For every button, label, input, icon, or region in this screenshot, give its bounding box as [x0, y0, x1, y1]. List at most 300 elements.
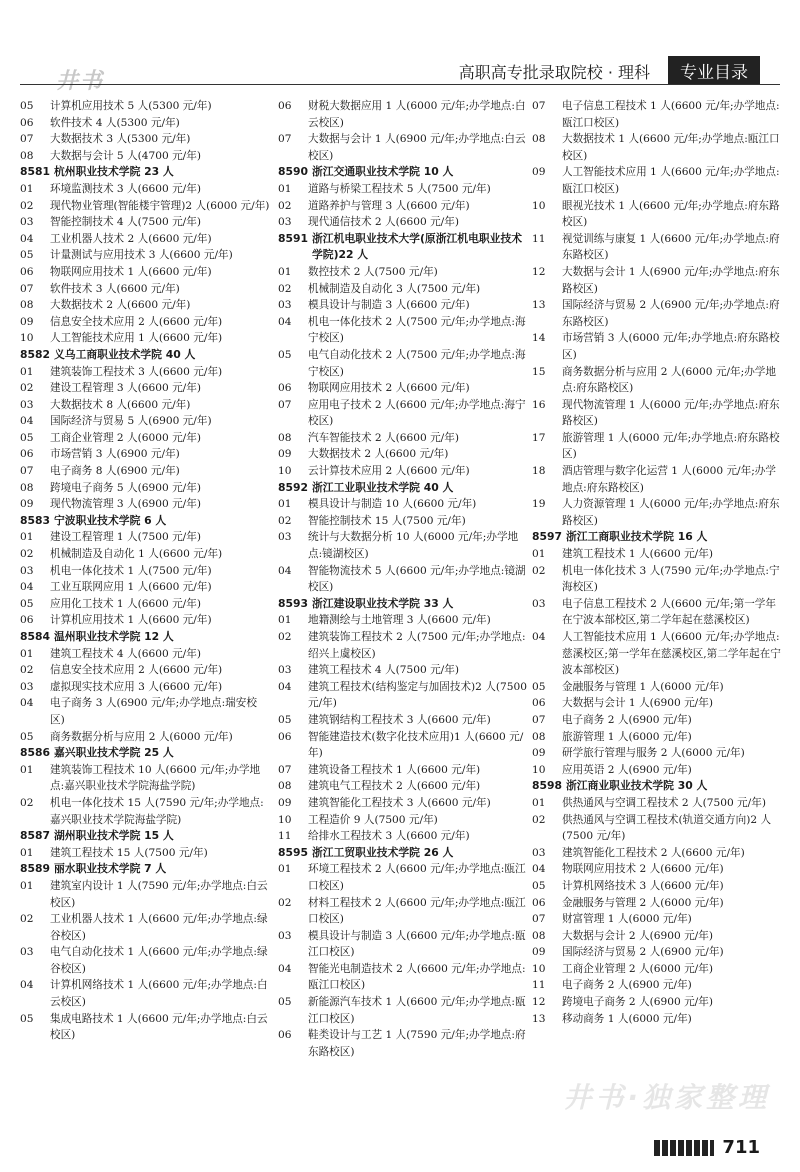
institution-name: 湖州职业技术学院 15 人: [54, 829, 174, 843]
major-code: 03: [20, 680, 34, 693]
major-text: 建筑工程技术 4 人(7500 元/年): [308, 664, 459, 677]
major-entry: [278, 198, 528, 215]
major-entry: [532, 878, 782, 895]
major-text: 酒店管理与数字化运营 1 人(6000 元/年;办学地点:府东路校区): [562, 465, 776, 494]
institution-code: 8590: [278, 165, 309, 179]
major-entry: [532, 546, 782, 563]
major-code: 02: [278, 199, 292, 212]
major-code: 05: [20, 100, 34, 112]
major-text: 建筑装饰工程技术 2 人(7500 元/年;办学地点:绍兴上虞校区): [308, 631, 526, 660]
major-code: 08: [278, 431, 292, 444]
major-code: 08: [20, 149, 34, 162]
major-entry: [20, 131, 270, 148]
major-entry: [20, 845, 270, 862]
institution-heading: [20, 828, 270, 845]
major-text: 电子商务 2 人(6900 元/年): [562, 713, 692, 726]
institution-heading: [20, 164, 270, 181]
major-entry: [278, 961, 528, 994]
major-text: 计算机网络技术 1 人(6600 元/年;办学地点:白云校区): [50, 979, 268, 1009]
page-header-title: 高职高专批录取院校 · 理科: [458, 63, 650, 82]
major-code: 01: [532, 796, 546, 809]
institution-name: 浙江机电职业技术大学(原浙江机电职业技术学院)22 人: [312, 231, 523, 262]
major-entry: [20, 679, 270, 696]
major-entry: [278, 347, 528, 380]
major-entry: [278, 529, 528, 562]
major-text: 地籍测绘与土地管理 3 人(6600 元/年): [308, 614, 491, 627]
major-code: 09: [532, 747, 546, 760]
major-text: 现代物流管理 3 人(6900 元/年): [50, 498, 201, 511]
major-entry: [278, 795, 528, 812]
major-entry: [532, 729, 782, 746]
major-text: 大数据技术 1 人(6600 元/年;办学地点:瓯江口校区): [562, 133, 780, 162]
major-code: 02: [20, 199, 34, 212]
major-text: 电子商务 8 人(6900 元/年): [50, 465, 180, 478]
major-entry: [20, 148, 270, 165]
major-text: 软件技术 4 人(5300 元/年): [50, 116, 180, 129]
major-entry: [20, 762, 270, 795]
major-text: 大数据技术 2 人(6600 元/年): [50, 299, 191, 312]
major-text: 智能控制技术 15 人(7500 元/年): [308, 514, 466, 527]
major-text: 工商企业管理 2 人(6000 元/年): [562, 962, 713, 975]
major-entry: [532, 629, 782, 679]
major-text: 建筑工程技术 15 人(7500 元/年): [50, 846, 208, 859]
major-text: 电子商务 2 人(6900 元/年): [562, 979, 692, 992]
major-text: 建设工程管理 3 人(6600 元/年): [50, 382, 201, 395]
major-text: 大数据技术 3 人(5300 元/年): [50, 133, 191, 146]
major-code: 05: [20, 431, 34, 444]
major-entry: [532, 994, 782, 1011]
brand-logo: 井书: [56, 69, 105, 94]
major-code: 10: [278, 813, 292, 826]
major-text: 大数据与会计 5 人(4700 元/年): [50, 149, 201, 162]
major-entry: [20, 397, 270, 414]
major-text: 建筑设备工程技术 1 人(6600 元/年): [308, 763, 481, 776]
major-entry: [278, 397, 528, 430]
major-text: 智能物流技术 5 人(6600 元/年;办学地点:镜湖校区): [308, 564, 526, 594]
major-entry: [20, 612, 270, 629]
major-code: 01: [20, 763, 34, 776]
major-code: 03: [20, 946, 34, 959]
major-entry: [20, 380, 270, 397]
major-entry: [532, 745, 782, 762]
major-text: 电子商务 3 人(6900 元/年;办学地点:瑞安校区): [50, 697, 257, 726]
major-code: 10: [20, 332, 34, 345]
major-entry: [278, 895, 528, 928]
major-text: 大数据与会计 1 人(6900 元/年): [562, 697, 713, 710]
major-entry: [278, 994, 528, 1027]
major-entry: [532, 911, 782, 928]
major-text: 软件技术 3 人(6600 元/年): [50, 282, 180, 295]
major-code: 11: [532, 232, 546, 245]
page-number: 711: [722, 1137, 760, 1158]
major-entry: [20, 413, 270, 430]
major-code: 04: [278, 564, 292, 577]
major-text: 建筑智能化工程技术 3 人(6600 元/年): [308, 796, 491, 809]
major-entry: [532, 596, 782, 629]
major-code: 04: [20, 581, 34, 594]
major-code: 04: [20, 232, 34, 245]
major-code: 02: [532, 564, 546, 577]
major-text: 跨境电子商务 2 人(6900 元/年): [562, 996, 713, 1009]
major-entry: [532, 198, 782, 231]
institution-heading: [20, 513, 270, 530]
major-code: 02: [278, 514, 292, 527]
major-text: 工程造价 9 人(7500 元/年): [308, 813, 438, 826]
institution-heading: [20, 745, 270, 762]
major-entry: [20, 264, 270, 281]
major-code: 06: [20, 614, 34, 627]
major-code: 13: [532, 1012, 546, 1025]
major-text: 道路与桥梁工程技术 5 人(7500 元/年): [308, 182, 491, 195]
major-code: 13: [532, 299, 546, 312]
major-code: 03: [20, 216, 34, 229]
major-code: 04: [278, 315, 292, 328]
major-text: 移动商务 1 人(6000 元/年): [562, 1012, 692, 1025]
major-entry: [532, 928, 782, 945]
institution-code: 8598: [532, 779, 563, 793]
major-code: 03: [20, 398, 34, 411]
major-code: 06: [20, 265, 34, 278]
major-entry: [532, 231, 782, 264]
major-code: 05: [278, 713, 292, 726]
major-text: 汽车智能技术 2 人(6600 元/年): [308, 431, 459, 444]
major-entry: [278, 380, 528, 397]
major-text: 工商企业管理 2 人(6000 元/年): [50, 431, 201, 444]
major-entry: [278, 214, 528, 231]
major-text: 旅游管理 1 人(6000 元/年;办学地点:府东路校区): [562, 431, 780, 461]
major-code: 05: [532, 879, 546, 892]
major-text: 建设工程管理 1 人(7500 元/年): [50, 531, 201, 544]
major-entry: [532, 679, 782, 696]
major-text: 建筑装饰工程技术 10 人(6600 元/年;办学地点:嘉兴职业技术学院海盐学院): [50, 763, 261, 793]
major-code: 12: [532, 265, 546, 278]
major-code: 07: [20, 282, 34, 295]
major-text: 电子信息工程技术 2 人(6600 元/年;第一学年在宁波本部校区,第二学年起在慈溪校区): [562, 597, 776, 627]
major-entry: [532, 297, 782, 330]
major-text: 计算机应用技术 1 人(6600 元/年): [50, 614, 212, 627]
major-code: 02: [20, 382, 34, 395]
major-entry: [278, 513, 528, 530]
major-entry: [20, 596, 270, 613]
major-code: 01: [278, 182, 292, 195]
major-entry: [20, 446, 270, 463]
major-entry: [20, 546, 270, 563]
major-code: 03: [278, 929, 292, 942]
major-entry: [20, 646, 270, 663]
major-entry: [20, 314, 270, 331]
major-code: 01: [20, 182, 34, 195]
major-code: 04: [20, 697, 34, 710]
major-text: 环境监测技术 3 人(6600 元/年): [50, 182, 201, 195]
major-text: 现代物业管理(智能楼宇管理)2 人(6000 元/年): [50, 199, 270, 212]
institution-name: 浙江商业职业技术学院 30 人: [566, 779, 708, 793]
major-text: 智能控制技术 4 人(7500 元/年): [50, 216, 201, 229]
major-text: 财富管理 1 人(6000 元/年): [562, 913, 692, 926]
major-entry: [532, 762, 782, 779]
institution-heading: [20, 347, 270, 364]
major-entry: [278, 828, 528, 845]
major-text: 财税大数据应用 1 人(6000 元/年;办学地点:白云校区): [308, 100, 526, 129]
major-entry: [532, 1011, 782, 1028]
major-code: 05: [20, 249, 34, 262]
major-entry: [532, 795, 782, 812]
major-code: 06: [278, 382, 292, 395]
major-entry: [20, 662, 270, 679]
major-code: 02: [278, 631, 292, 643]
major-code: 06: [278, 100, 292, 112]
major-entry: [278, 1027, 528, 1060]
major-text: 人工智能技术应用 1 人(6600 元/年;办学地点:慈溪校区;第一学年在慈溪校区,第二学年起在宁波本部校区): [562, 631, 781, 677]
major-code: 02: [20, 664, 34, 677]
major-text: 商务数据分析与应用 2 人(6000 元/年;办学地点:府东路校区): [562, 365, 776, 395]
major-code: 01: [20, 846, 34, 859]
major-entry: [278, 430, 528, 447]
major-text: 人力资源管理 1 人(6000 元/年;办学地点:府东路校区): [562, 498, 780, 527]
major-entry: [278, 297, 528, 314]
major-text: 电气自动化技术 1 人(6600 元/年;办学地点:绿谷校区): [50, 946, 268, 975]
institution-name: 浙江工业职业技术学院 40 人: [312, 480, 454, 494]
major-entry: [532, 895, 782, 912]
major-entry: [532, 695, 782, 712]
major-text: 机械制造及自动化 1 人(6600 元/年): [50, 548, 223, 561]
major-code: 01: [20, 365, 34, 378]
major-code: 09: [278, 448, 292, 461]
major-text: 工业机器人技术 1 人(6600 元/年;办学地点:绿谷校区): [50, 913, 268, 942]
major-code: 09: [532, 946, 546, 959]
major-code: 06: [20, 116, 34, 129]
major-code: 03: [532, 597, 546, 610]
institution-code: 8586: [20, 746, 51, 760]
major-text: 国际经济与贸易 2 人(6900 元/年;办学地点:府东路校区): [562, 299, 780, 328]
major-entry: [532, 496, 782, 529]
major-code: 01: [20, 647, 34, 660]
major-text: 工业互联网应用 1 人(6600 元/年): [50, 581, 212, 594]
major-code: 08: [532, 133, 546, 146]
major-code: 03: [278, 531, 292, 544]
major-code: 02: [278, 896, 292, 909]
page-footer: [654, 1137, 760, 1158]
major-code: 01: [278, 614, 292, 627]
major-text: 虚拟现实技术应用 3 人(6600 元/年): [50, 680, 223, 693]
major-code: 01: [278, 863, 292, 876]
major-text: 物联网应用技术 2 人(6600 元/年): [562, 863, 724, 876]
major-code: 10: [532, 962, 546, 975]
section-badge: 专业目录: [668, 56, 760, 85]
major-entry: [20, 115, 270, 132]
major-text: 计算机应用技术 5 人(5300 元/年): [50, 100, 212, 112]
major-text: 商务数据分析与应用 2 人(6000 元/年): [50, 730, 233, 743]
major-text: 模具设计与制造 10 人(6600 元/年): [308, 498, 477, 511]
major-code: 02: [20, 913, 34, 926]
major-entry: [20, 480, 270, 497]
major-entry: [20, 430, 270, 447]
institution-code: 8595: [278, 845, 309, 859]
institution-heading: [278, 845, 528, 862]
major-entry: [278, 181, 528, 198]
major-code: 07: [532, 913, 546, 926]
major-code: 06: [20, 448, 34, 461]
major-entry: [20, 463, 270, 480]
major-text: 机电一体化技术 2 人(7500 元/年;办学地点:海宁校区): [308, 315, 526, 345]
major-entry: [278, 563, 528, 596]
major-text: 视觉训练与康复 1 人(6600 元/年;办学地点:府东路校区): [562, 232, 780, 262]
major-text: 金融服务与管理 2 人(6000 元/年): [562, 896, 724, 909]
institution-heading: [532, 778, 782, 795]
major-code: 02: [20, 796, 34, 809]
major-code: 04: [20, 415, 34, 428]
major-code: 06: [278, 730, 292, 743]
major-code: 06: [532, 697, 546, 710]
major-text: 大数据与会计 2 人(6900 元/年): [562, 929, 713, 942]
major-code: 05: [20, 1012, 34, 1025]
major-entry: [532, 463, 782, 496]
major-text: 数控技术 2 人(7500 元/年): [308, 265, 438, 278]
institution-name: 浙江工贸职业技术学院 26 人: [312, 845, 454, 859]
institution-code: 8593: [278, 596, 309, 610]
major-entry: [278, 861, 528, 894]
major-entry: [20, 496, 270, 513]
major-text: 旅游管理 1 人(6000 元/年): [562, 730, 692, 743]
major-entry: [20, 198, 270, 215]
major-entry: [278, 281, 528, 298]
major-entry: [532, 961, 782, 978]
major-entry: [532, 364, 782, 397]
institution-name: 浙江建设职业技术学院 33 人: [312, 596, 454, 610]
major-text: 市场营销 3 人(6900 元/年): [50, 448, 180, 461]
major-entry: [278, 131, 528, 164]
institution-name: 杭州职业技术学院 23 人: [54, 165, 174, 179]
major-code: 05: [20, 730, 34, 743]
major-text: 建筑智能化工程技术 2 人(6600 元/年): [562, 846, 745, 859]
major-text: 国际经济与贸易 5 人(6900 元/年): [50, 415, 212, 428]
major-entry: [532, 812, 782, 845]
major-text: 建筑室内设计 1 人(7590 元/年;办学地点:白云校区): [50, 879, 268, 909]
major-code: 08: [532, 929, 546, 942]
major-code: 19: [532, 498, 546, 511]
major-entry: [20, 729, 270, 746]
institution-heading: [278, 231, 528, 264]
major-entry: [532, 977, 782, 994]
major-text: 人工智能技术应用 1 人(6600 元/年;办学地点:瓯江口校区): [562, 166, 780, 195]
institution-name: 浙江交通职业技术学院 10 人: [312, 165, 454, 179]
major-text: 市场营销 3 人(6000 元/年;办学地点:府东路校区): [562, 332, 780, 361]
major-text: 眼视光技术 1 人(6600 元/年;办学地点:府东路校区): [562, 199, 780, 229]
major-entry: [20, 977, 270, 1010]
major-code: 01: [278, 265, 292, 278]
major-entry: [532, 845, 782, 862]
institution-heading: [20, 629, 270, 646]
major-code: 14: [532, 332, 546, 345]
major-text: 工业机器人技术 2 人(6600 元/年): [50, 232, 212, 245]
footer-bars-decoration: [654, 1140, 714, 1156]
major-code: 02: [20, 548, 34, 561]
major-entry: [20, 231, 270, 248]
column-left: [20, 98, 270, 1044]
major-entry: [20, 944, 270, 977]
major-text: 现代物流管理 1 人(6000 元/年;办学地点:府东路校区): [562, 398, 780, 428]
major-text: 国际经济与贸易 2 人(6900 元/年): [562, 946, 724, 959]
major-code: 04: [20, 979, 34, 992]
institution-heading: [278, 164, 528, 181]
major-text: 物联网应用技术 2 人(6600 元/年): [308, 382, 470, 395]
major-text: 电气自动化技术 2 人(7500 元/年;办学地点:海宁校区): [308, 348, 526, 378]
institution-heading: [278, 480, 528, 497]
major-code: 05: [278, 996, 292, 1009]
header-divider: [20, 84, 780, 85]
major-text: 机电一体化技术 15 人(7590 元/年;办学地点:嘉兴职业技术学院海盐学院): [50, 796, 264, 826]
major-entry: [532, 98, 782, 131]
major-code: 17: [532, 431, 546, 444]
major-text: 建筑工程技术 1 人(6600 元/年): [562, 548, 713, 561]
major-text: 机电一体化技术 1 人(7500 元/年): [50, 564, 212, 577]
major-entry: [20, 529, 270, 546]
major-text: 计算机网络技术 3 人(6600 元/年): [562, 879, 724, 892]
major-code: 03: [278, 664, 292, 677]
major-text: 研学旅行管理与服务 2 人(6000 元/年): [562, 747, 745, 760]
major-entry: [532, 264, 782, 297]
major-entry: [20, 98, 270, 115]
major-entry: [278, 463, 528, 480]
major-text: 统计与大数据分析 10 人(6000 元/年;办学地点:镜湖校区): [308, 531, 519, 561]
major-code: 04: [278, 962, 292, 975]
major-code: 01: [532, 548, 546, 561]
major-code: 03: [532, 846, 546, 859]
major-text: 道路养护与管理 3 人(6600 元/年): [308, 199, 470, 212]
major-entry: [20, 695, 270, 728]
major-entry: [20, 878, 270, 911]
institution-name: 浙江工商职业技术学院 16 人: [566, 530, 708, 544]
major-entry: [278, 778, 528, 795]
major-text: 应用英语 2 人(6900 元/年): [562, 763, 692, 776]
major-entry: [532, 164, 782, 197]
major-code: 07: [278, 763, 292, 776]
major-entry: [278, 314, 528, 347]
major-text: 建筑工程技术 4 人(6600 元/年): [50, 647, 201, 660]
major-code: 04: [532, 863, 546, 876]
major-entry: [20, 579, 270, 596]
major-code: 10: [532, 763, 546, 776]
major-code: 07: [20, 465, 34, 478]
major-entry: [278, 264, 528, 281]
major-code: 12: [532, 996, 546, 1009]
major-entry: [532, 330, 782, 363]
major-code: 09: [278, 796, 292, 809]
major-entry: [278, 98, 528, 131]
major-code: 09: [20, 315, 34, 328]
major-text: 供热通风与空调工程技术(轨道交通方向)2 人(7500 元/年): [562, 813, 772, 843]
major-code: 07: [532, 713, 546, 726]
institution-name: 丽水职业技术学院 7 人: [54, 862, 167, 876]
major-text: 物联网应用技术 1 人(6600 元/年): [50, 265, 212, 278]
watermark-text: 井书·独家整理: [563, 1081, 770, 1114]
major-text: 机电一体化技术 3 人(7590 元/年;办学地点:宁海校区): [562, 564, 780, 594]
major-code: 03: [278, 216, 292, 229]
major-entry: [532, 430, 782, 463]
major-text: 新能源汽车技术 1 人(6600 元/年;办学地点:瓯江口校区): [308, 996, 526, 1025]
major-entry: [532, 563, 782, 596]
major-entry: [532, 131, 782, 164]
major-code: 08: [278, 780, 292, 793]
major-text: 智能建造技术(数字化技术应用)1 人(6600 元/年): [308, 730, 524, 760]
major-text: 电子信息工程技术 1 人(6600 元/年;办学地点:瓯江口校区): [562, 100, 780, 129]
major-entry: [278, 629, 528, 662]
major-code: 08: [532, 730, 546, 743]
major-text: 建筑装饰工程技术 3 人(6600 元/年): [50, 365, 223, 378]
major-code: 07: [20, 133, 34, 146]
major-code: 18: [532, 465, 546, 478]
major-entry: [278, 446, 528, 463]
major-text: 计量测试与应用技术 3 人(6600 元/年): [50, 249, 233, 262]
